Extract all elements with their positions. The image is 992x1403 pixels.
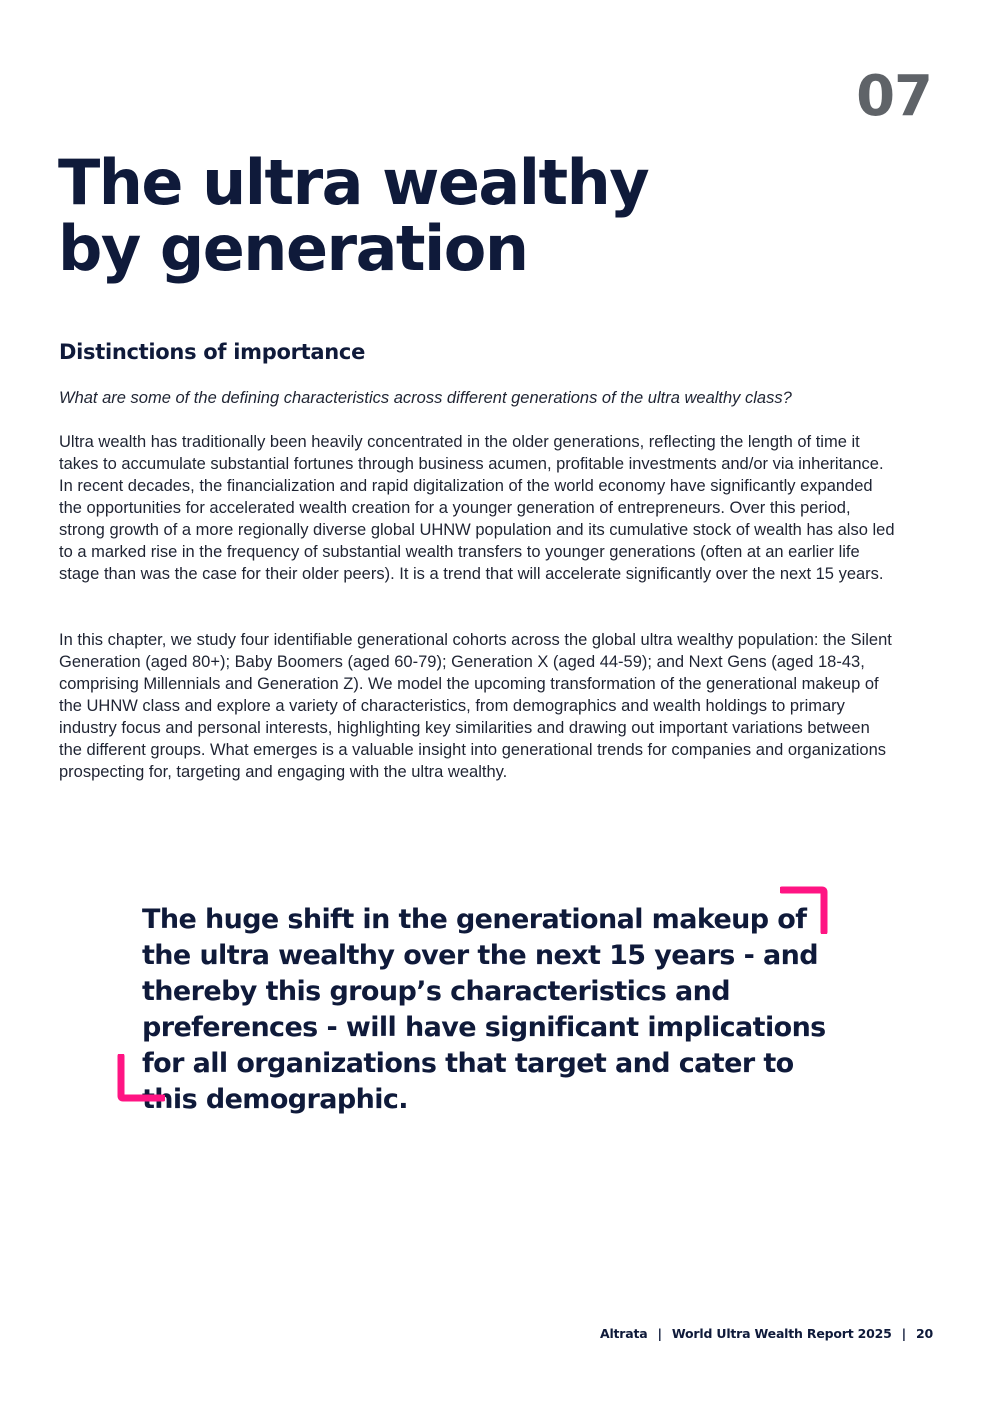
quote-bracket-bottom-left (117, 1054, 165, 1102)
page-footer (600, 1326, 933, 1341)
footer-page-number: 20 (916, 1326, 933, 1341)
footer-report-title: World Ultra Wealth Report 2025 (671, 1326, 892, 1341)
section-heading: Distinctions of importance (59, 340, 366, 364)
body-paragraph-1: Ultra wealth has traditionally been heavily concentrated in the older generations, reflecting the length of time it takes to accumulate substantial fortunes through business acumen, profitable investments and/or via inheritance. In recent decades, the financialization and rapid digitalization of the world economy have significantly expanded the opportunities for accelerated wealth creation for a younger generation of entrepreneurs. Over this period, strong growth of a more regionally diverse global UHNW population and its cumulative stock of wealth has also led to a marked rise in the frequency of substantial wealth transfers to younger generations (often at an earlier life stage than was the case for their older peers). It is a trend that will accelerate significantly over the next 15 years. (59, 433, 895, 583)
page-title-line-1: The ultra wealthy (58, 146, 649, 219)
body-paragraph-2: In this chapter, we study four identifiable generational cohorts across the global ultra wealthy population: the Silent Generation (aged 80+); Baby Boomers (aged 60-79); Generation X (aged 44-59); and Next Gens (aged 18-43, comprising Millennials and Generation Z). We model the upcoming transformation of the generational makeup of the UHNW class and explore a variety of characteristics, from demographics and wealth holdings to primary industry focus and personal interests, highlighting key similarities and drawing out important variations between the different groups. What emerges is a valuable insight into generational trends for companies and organizations prospecting for, targeting and engaging with the ultra wealthy. (59, 631, 892, 781)
page-title (58, 146, 678, 285)
pull-quote: The huge shift in the generational makeup of the ultra wealthy over the next 15 years - and thereby this group’s characteristics and preferences - will have significant implications for all organizations that target and cater to this demographic. (142, 904, 826, 1115)
page-title-line-2: by generation (58, 212, 528, 285)
footer-separator: | (657, 1326, 662, 1341)
lead-question: What are some of the defining characteristics across different generations of the ultra wealthy class? (59, 389, 792, 407)
chapter-number: 07 (856, 64, 932, 129)
footer-separator: | (901, 1326, 906, 1341)
footer-brand: Altrata (599, 1326, 648, 1341)
